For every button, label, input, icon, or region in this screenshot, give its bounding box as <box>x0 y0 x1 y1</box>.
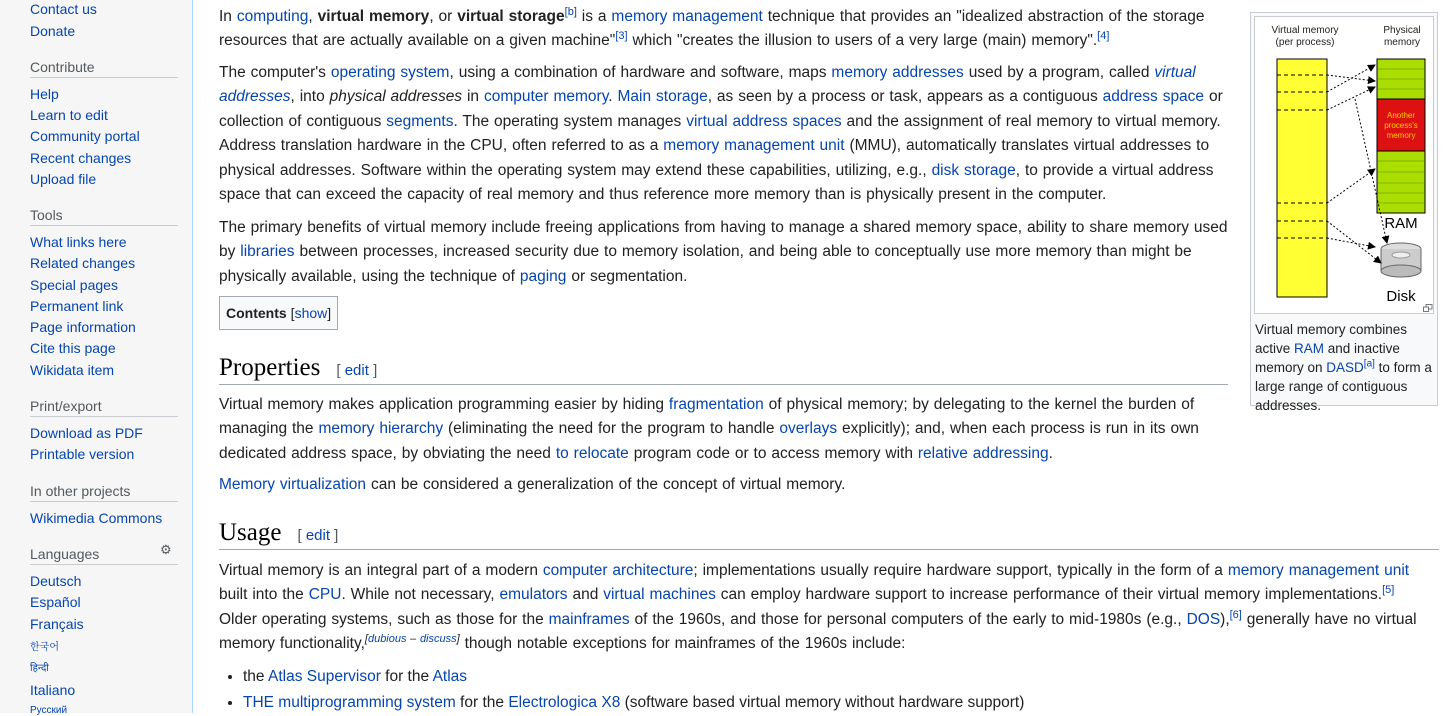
link-to-relocate[interactable]: to relocate <box>555 444 629 462</box>
link-memory-addresses[interactable]: memory addresses <box>831 64 964 81</box>
link-computer-memory[interactable]: computer memory <box>483 88 609 106</box>
usage-paragraph-1: Virtual memory is an integral part of a modern computer architecture; implementations usually require hardware support, typically in the form of a memory management unit built into the CPU. While not necessary, emulators and virtual machines can employ hardware support to increase performance of their virtual memory implementations.[5] Older operating systems, such as those for the mainframes of the 1960s, and those for personal computers of the early to mid-1980s (e.g., DOS),[6] generally have no virtual memory functionality,[dubious – discuss] though notable exceptions for mainframes of the 1960s include: <box>219 562 1417 653</box>
properties-paragraph-1: Virtual memory makes application programming easier by hiding fragmentation of physical memory; by delegating to the kernel the burden of managing the memory hierarchy (eliminating the need for the program to handle overlays explicitly); and, when each process is run in its own dedicated address space, by obviating the need to relocate program code or to access memory with relative addressing. <box>219 396 1199 462</box>
link-relative-addressing[interactable]: relative addressing <box>917 444 1049 462</box>
list-item: • THE multiprogramming system for the Electrologica X8 (software based virtual memory without hardware support) <box>243 690 1024 716</box>
link-virtual-address-spaces[interactable]: virtual address spaces <box>686 112 842 130</box>
link-dos[interactable]: DOS <box>1186 610 1221 628</box>
diagram-disk-label: Disk <box>1386 288 1416 305</box>
sidebar-link-download-pdf[interactable]: Download as PDF <box>30 425 143 441</box>
diagram-ram-label: RAM <box>1384 215 1418 232</box>
sidebar-link-lang-francais[interactable]: Français <box>30 616 84 632</box>
article-content <box>219 0 1456 713</box>
citation-link[interactable]: [5] <box>1382 584 1395 597</box>
diagram-virtual-header-1: Virtual memory <box>1271 25 1339 36</box>
link-virtual-machines[interactable]: virtual machines <box>603 586 716 604</box>
sidebar-link-wikidata-item[interactable]: Wikidata item <box>30 362 115 378</box>
citation-link[interactable]: [b] <box>564 5 577 18</box>
link-the-multiprogramming-system[interactable]: THE multiprogramming system <box>243 694 456 711</box>
citation <box>1230 609 1242 621</box>
link-computing[interactable]: computing <box>236 8 309 25</box>
sidebar-heading-tools: Tools <box>30 207 178 226</box>
italic-term: physical addresses <box>329 88 463 106</box>
section-title-properties: Properties <box>219 354 321 381</box>
sidebar-heading-other-projects: In other projects <box>30 483 178 502</box>
edit-link-properties[interactable]: edit <box>344 362 369 379</box>
enlarge-icon[interactable] <box>1423 304 1433 312</box>
sidebar-link-recent-changes[interactable]: Recent changes <box>30 150 132 166</box>
maintenance-tag: [dubious – discuss] <box>364 633 460 646</box>
sidebar-link-lang-hindi[interactable]: हिन्दी <box>30 663 49 674</box>
virtual-memory-diagram <box>1255 17 1433 313</box>
sidebar-link-lang-korean[interactable]: 한국어 <box>30 642 59 653</box>
link-memory-management-unit[interactable]: memory management unit <box>663 137 845 155</box>
citation-link[interactable]: [4] <box>1097 30 1110 43</box>
citation <box>565 6 577 18</box>
link-operating-system[interactable]: operating system <box>330 64 450 81</box>
figure-image[interactable] <box>1254 16 1434 314</box>
sidebar-link-permanent-link[interactable]: Permanent link <box>30 298 124 314</box>
citation-link[interactable]: [6] <box>1229 608 1242 621</box>
figure-caption: Virtual memory combines active RAM and inactive memory on DASD[a] to form a large range of contiguous addresses. <box>1255 322 1432 413</box>
sidebar-link-lang-russian[interactable]: Русский <box>30 705 68 716</box>
diagram-physical-header-2: memory <box>1383 37 1421 48</box>
sidebar <box>0 0 193 716</box>
link-mainframes[interactable]: mainframes <box>548 610 630 628</box>
intro-paragraph-2: The computer's operating system, using a combination of hardware and software, maps memory addresses used by a program, called virtual addresses, into physical addresses in computer memory. Main storage, as seen by a process or task, appears as a contiguous address space or collection of contiguous segments. The operating system manages virtual address spaces and the assignment of real memory to virtual memory. Address translation hardware in the CPU, often referred to as a memory management unit (MMU), automatically translates virtual addresses to physical addresses. Software within the operating system may extend these capabilities, utilizing, e.g., disk storage, to provide a virtual address space that can exceed the capacity of real memory and thus reference more memory than is physically present in the computer. <box>219 64 1223 204</box>
sidebar-link-printable-version[interactable]: Printable version <box>30 446 135 462</box>
link-memory-hierarchy[interactable]: memory hierarchy <box>318 420 444 438</box>
edit-link-usage[interactable]: edit <box>305 527 331 544</box>
link-main-storage[interactable]: Main storage <box>617 88 708 106</box>
diagram-other-label-3: memory <box>1386 131 1416 140</box>
section-heading-usage: Usage [ edit ] <box>219 518 1439 550</box>
intro-paragraph-1: In computing, virtual memory, or virtual storage[b] is a memory management technique that provides an "idealized abstraction of the storage resources that are actually available on a given machine"[3] which "creates the illusion to users of a very large (main) memory".[4] <box>219 5 1205 50</box>
link-cpu[interactable]: CPU <box>308 586 342 604</box>
sidebar-link-lang-deutsch[interactable]: Deutsch <box>30 573 82 589</box>
table-of-contents: Contents [show] <box>219 296 338 330</box>
link-memory-virtualization[interactable]: Memory virtualization <box>219 476 367 493</box>
properties-paragraph-2: Memory virtualization can be considered a generalization of the concept of virtual memory. <box>219 476 846 493</box>
virtual-memory-block <box>1277 59 1327 297</box>
sidebar-heading-contribute: Contribute <box>30 59 178 78</box>
link-dasd[interactable]: DASD <box>1326 360 1364 375</box>
link-memory-management-unit[interactable]: memory management unit <box>1227 562 1410 579</box>
diagram-physical-header-1: Physical <box>1383 25 1421 36</box>
bold-term: virtual storage <box>457 8 565 25</box>
sidebar-link-cite-this-page[interactable]: Cite this page <box>30 340 116 356</box>
link-memory-management[interactable]: memory management <box>611 8 763 25</box>
link-paging[interactable]: paging <box>519 267 567 285</box>
sidebar-link-lang-espanol[interactable]: Español <box>30 594 81 610</box>
link-segments[interactable]: segments <box>386 112 454 130</box>
diagram-other-label-1: Another <box>1386 111 1416 120</box>
diagram-virtual-header-2: (per process) <box>1275 37 1335 48</box>
sidebar-link-help[interactable]: Help <box>30 86 59 102</box>
sidebar-link-upload-file[interactable]: Upload file <box>30 171 97 187</box>
link-overlays[interactable]: overlays <box>779 420 838 438</box>
sidebar-link-wikimedia-commons[interactable]: Wikimedia Commons <box>30 510 163 526</box>
sidebar-link-special-pages[interactable]: Special pages <box>30 277 118 293</box>
sidebar-link-donate[interactable]: Donate <box>30 23 76 39</box>
ram-block-bottom <box>1377 151 1425 213</box>
link-computer-architecture[interactable]: computer architecture <box>542 562 694 579</box>
citation <box>1364 359 1375 370</box>
diagram-other-label-2: process's <box>1384 121 1418 130</box>
disk-icon <box>1381 243 1421 277</box>
link-virtual-addresses[interactable]: virtual addresses <box>219 64 1196 106</box>
sidebar-link-contact-us[interactable]: Contact us <box>30 1 97 17</box>
link-atlas[interactable]: Atlas <box>432 668 468 685</box>
link-address-space[interactable]: address space <box>1102 88 1205 106</box>
sidebar-link-related-changes[interactable]: Related changes <box>30 255 136 271</box>
toc-show-toggle[interactable]: show <box>294 305 328 321</box>
link-disk-storage[interactable]: disk storage <box>931 161 1016 179</box>
usage-bullet-list <box>227 664 1024 716</box>
sidebar-heading-languages: Languages <box>30 546 178 565</box>
section-heading-properties: Properties [ edit ] <box>219 353 1228 385</box>
maintenance-tag-dubious[interactable]: dubious <box>367 633 407 646</box>
citation-link[interactable]: [a] <box>1363 358 1375 370</box>
citation <box>615 30 627 42</box>
section-title-usage: Usage <box>219 519 282 546</box>
figure-thumbnail <box>1250 12 1438 413</box>
toc-title: Contents <box>226 305 287 321</box>
link-ram[interactable]: RAM <box>1294 341 1325 356</box>
link-electrologica-x8[interactable]: Electrologica X8 <box>508 694 621 711</box>
sidebar-heading-print-export: Print/export <box>30 398 178 417</box>
link-fragmentation[interactable]: fragmentation <box>668 396 764 413</box>
sidebar-link-page-information[interactable]: Page information <box>30 319 136 335</box>
sidebar-link-what-links-here[interactable]: What links here <box>30 234 127 250</box>
citation <box>1097 30 1109 42</box>
link-atlas-supervisor[interactable]: Atlas Supervisor <box>268 668 381 685</box>
link-emulators[interactable]: emulators <box>499 586 568 604</box>
gear-icon[interactable]: ⚙ <box>160 542 172 557</box>
sidebar-link-lang-italiano[interactable]: Italiano <box>30 682 76 698</box>
bold-term: virtual memory <box>317 8 430 25</box>
maintenance-tag-discuss[interactable]: discuss <box>419 633 457 646</box>
link-libraries[interactable]: libraries <box>240 243 295 261</box>
citation <box>1382 584 1394 596</box>
sidebar-link-community-portal[interactable]: Community portal <box>30 128 140 144</box>
citation-link[interactable]: [3] <box>615 30 628 43</box>
intro-paragraph-3: The primary benefits of virtual memory include freeing applications from having to manage a shared memory space, ability to share memory used by libraries between processes, increased security due to memory isolation, and being able to conceptually use more memory than might be physically available, using the technique of paging or segmentation. <box>219 219 1228 285</box>
list-item: • the Atlas Supervisor for the Atlas <box>243 664 1024 690</box>
sidebar-link-learn-to-edit[interactable]: Learn to edit <box>30 107 108 123</box>
